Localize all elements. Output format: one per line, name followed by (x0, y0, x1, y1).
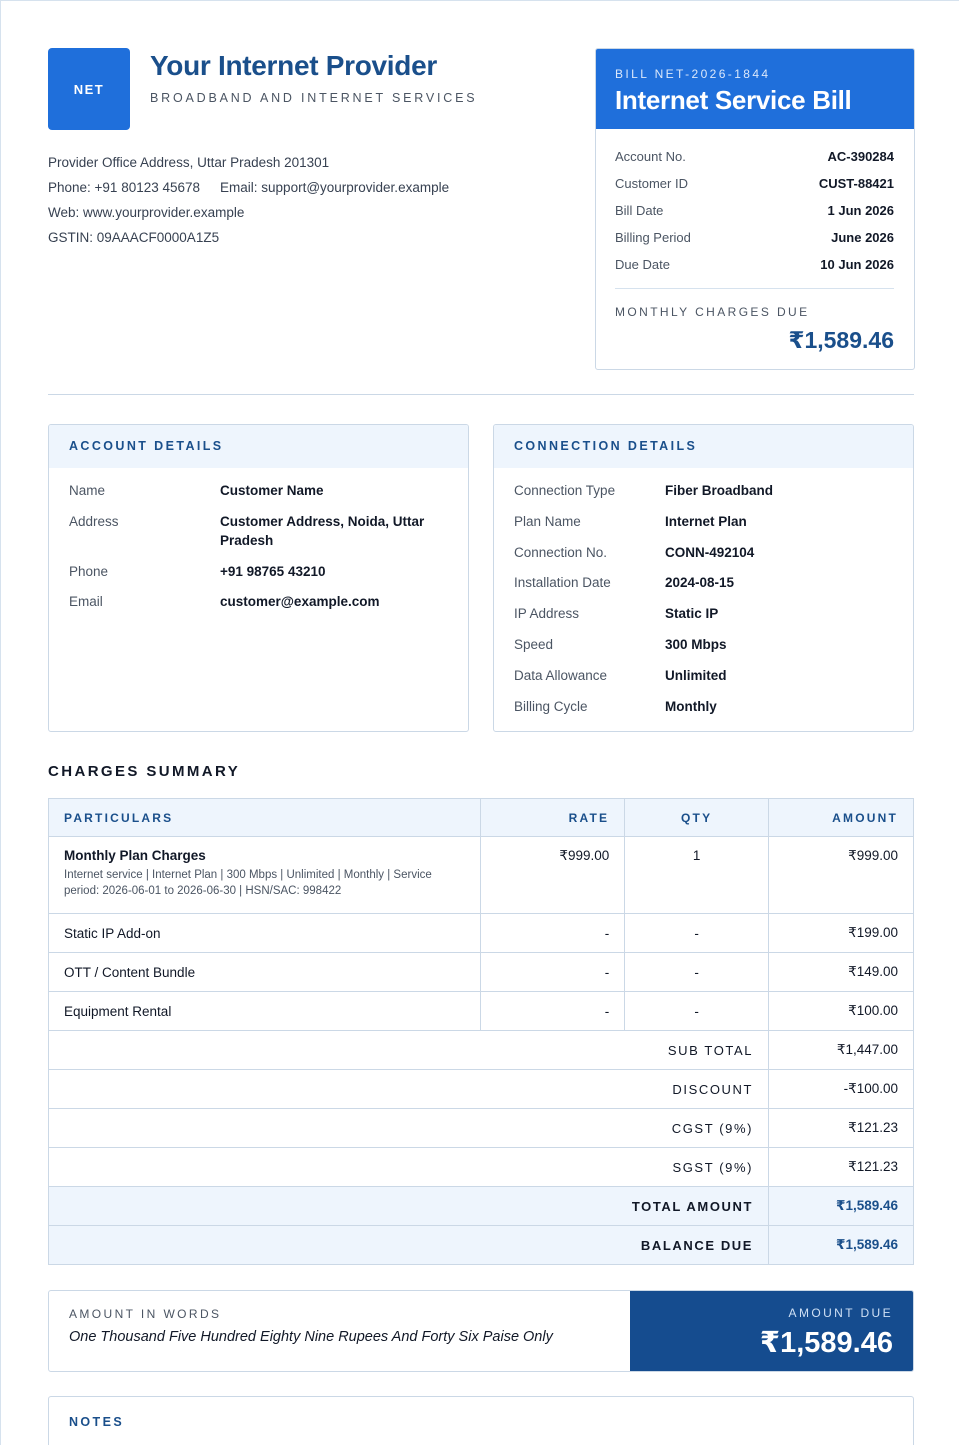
provider-web: Web: www.yourprovider.example (48, 205, 245, 220)
detail-value: 300 Mbps (665, 636, 727, 652)
item-description: Internet service | Internet Plan | 300 Mbps | Unlimited | Monthly | Service period: 2026-06-01 to 2026-06-30 | HSN/SAC: 998422 (64, 869, 432, 897)
bill-field-value: CUST-88421 (818, 176, 894, 191)
balance-value: ₹1,589.46 (769, 1226, 914, 1265)
item-qty: - (625, 914, 769, 953)
detail-row (69, 562, 448, 581)
summary-row-subtotal (49, 1031, 914, 1070)
detail-value: Static IP (665, 606, 719, 622)
detail-label: Phone (69, 563, 109, 579)
detail-value: CONN-492104 (665, 544, 755, 560)
bill-header (596, 49, 914, 129)
detail-label: Connection Type (514, 483, 616, 498)
detail-label: Speed (514, 636, 554, 652)
bill-field (615, 197, 894, 224)
charges-table (48, 798, 914, 1265)
item-rate: ₹999.00 (481, 837, 625, 914)
detail-label: Email (69, 594, 103, 610)
bill-field (615, 224, 894, 251)
summary-row-balance (49, 1226, 914, 1265)
detail-row (514, 543, 893, 562)
bill-field-label: Billing Period (615, 230, 691, 245)
detail-row (69, 592, 448, 611)
summary-row-cgst (49, 1109, 914, 1148)
amount-in-words-box (48, 1290, 914, 1372)
detail-row (514, 481, 893, 500)
detail-value: +91 98765 43210 (220, 563, 326, 579)
detail-row (69, 512, 448, 550)
summary-row-sgst (49, 1148, 914, 1187)
detail-value: Internet Plan (665, 513, 747, 529)
item-name: Static IP Add-on (49, 914, 481, 953)
account-details-title: ACCOUNT DETAILS (49, 425, 468, 468)
col-header-amount: AMOUNT (769, 799, 914, 837)
amount-due-panel (630, 1291, 913, 1372)
provider-contact (48, 150, 449, 250)
connection-details-body (494, 468, 913, 716)
account-details-body (49, 468, 468, 611)
summary-value: ₹121.23 (769, 1109, 914, 1148)
detail-row (69, 481, 448, 500)
bill-field-label: Account No. (615, 149, 686, 164)
amount-in-words-label: AMOUNT IN WORDS (69, 1307, 222, 1321)
col-header-rate: RATE (481, 799, 625, 837)
amount-due-value: ₹1,589.46 (759, 1327, 893, 1359)
connection-details-title: CONNECTION DETAILS (494, 425, 913, 468)
item-amount: ₹100.00 (769, 992, 914, 1031)
provider-address: Provider Office Address, Uttar Pradesh 201301 (48, 155, 330, 170)
detail-label: Data Allowance (514, 667, 608, 683)
bill-field-label: Customer ID (615, 176, 688, 191)
monthly-due-label: MONTHLY CHARGES DUE (615, 305, 810, 319)
detail-value: Unlimited (665, 667, 727, 683)
col-header-qty: QTY (625, 799, 769, 837)
total-label: TOTAL AMOUNT (49, 1187, 769, 1226)
provider-tagline: BROADBAND AND INTERNET SERVICES (150, 91, 478, 105)
amount-in-words-text: One Thousand Five Hundred Eighty Nine Rupees And Forty Six Paise Only (69, 1329, 553, 1345)
summary-row-discount (49, 1070, 914, 1109)
summary-row-total (49, 1187, 914, 1226)
provider-phone: Phone: +91 80123 45678 (48, 180, 201, 195)
table-row (49, 914, 914, 953)
table-row (49, 992, 914, 1031)
item-qty: - (625, 992, 769, 1031)
summary-value: ₹121.23 (769, 1148, 914, 1187)
detail-value: Fiber Broadband (665, 483, 774, 498)
provider-name: Your Internet Provider (150, 50, 437, 81)
item-name: Equipment Rental (49, 992, 481, 1031)
bill-field (615, 143, 894, 170)
summary-label: CGST (9%) (49, 1109, 769, 1148)
bill-title: Internet Service Bill (615, 85, 852, 115)
detail-label: Connection No. (514, 544, 608, 560)
table-row (49, 953, 914, 992)
detail-value: Monthly (665, 698, 717, 714)
detail-label: Billing Cycle (514, 698, 588, 714)
provider-logo: NET (48, 48, 130, 130)
detail-row (514, 635, 893, 654)
item-qty: - (625, 953, 769, 992)
amount-in-words (69, 1307, 553, 1345)
summary-label: SUB TOTAL (49, 1031, 769, 1070)
bill-field (615, 170, 894, 197)
item-rate: - (481, 992, 625, 1031)
summary-value: -₹100.00 (769, 1070, 914, 1109)
provider-phone-email (48, 175, 449, 200)
balance-label: BALANCE DUE (49, 1226, 769, 1265)
notes-box (48, 1396, 914, 1445)
bill-field-value: 1 Jun 2026 (827, 203, 894, 218)
item-qty: 1 (625, 837, 769, 914)
item-particulars (49, 837, 481, 914)
detail-label: Address (69, 513, 119, 529)
bill-field-label: Bill Date (615, 203, 664, 218)
bill-summary-box (595, 48, 915, 370)
detail-value: customer@example.com (220, 594, 380, 610)
detail-value: Customer Address, Noida, Uttar Pradesh (220, 513, 425, 548)
detail-label: Name (69, 483, 106, 498)
item-amount: ₹149.00 (769, 953, 914, 992)
bill-number: BILL NET-2026-1844 (615, 67, 771, 81)
table-row (49, 837, 914, 914)
item-amount: ₹999.00 (769, 837, 914, 914)
provider-email: Email: support@yourprovider.example (220, 180, 450, 195)
detail-row (514, 666, 893, 685)
item-amount: ₹199.00 (769, 914, 914, 953)
summary-value: ₹1,447.00 (769, 1031, 914, 1070)
bill-field-value: 10 Jun 2026 (820, 257, 894, 272)
connection-details-card (493, 424, 914, 732)
detail-row (514, 604, 893, 623)
item-name: OTT / Content Bundle (49, 953, 481, 992)
detail-value: Customer Name (220, 483, 324, 498)
bill-divider (615, 288, 894, 289)
item-rate: - (481, 953, 625, 992)
summary-label: DISCOUNT (49, 1070, 769, 1109)
detail-label: Installation Date (514, 575, 611, 591)
bill-field (615, 251, 894, 278)
bill-field-value: AC-390284 (827, 149, 894, 164)
detail-row (514, 573, 893, 592)
summary-label: SGST (9%) (49, 1148, 769, 1187)
col-header-particulars: PARTICULARS (49, 799, 481, 837)
detail-row (514, 697, 893, 716)
item-rate: - (481, 914, 625, 953)
bill-field-value: June 2026 (831, 230, 894, 245)
detail-label: IP Address (514, 606, 580, 622)
detail-value: 2024-08-15 (665, 575, 735, 591)
header-divider (48, 394, 914, 395)
account-details-card (48, 424, 469, 732)
item-name: Monthly Plan Charges (64, 848, 206, 863)
bill-field-label: Due Date (615, 257, 670, 272)
total-value: ₹1,589.46 (769, 1187, 914, 1226)
monthly-due-amount: ₹1,589.46 (788, 327, 894, 353)
charges-summary-title: CHARGES SUMMARY (48, 763, 241, 780)
provider-gstin: GSTIN: 09AAACF0000A1Z5 (48, 230, 220, 245)
amount-due-label: AMOUNT DUE (788, 1306, 893, 1320)
bill-fields (596, 129, 914, 354)
charges-header-row (49, 799, 914, 837)
detail-label: Plan Name (514, 513, 581, 529)
detail-row (514, 512, 893, 531)
notes-title: NOTES (69, 1415, 125, 1429)
